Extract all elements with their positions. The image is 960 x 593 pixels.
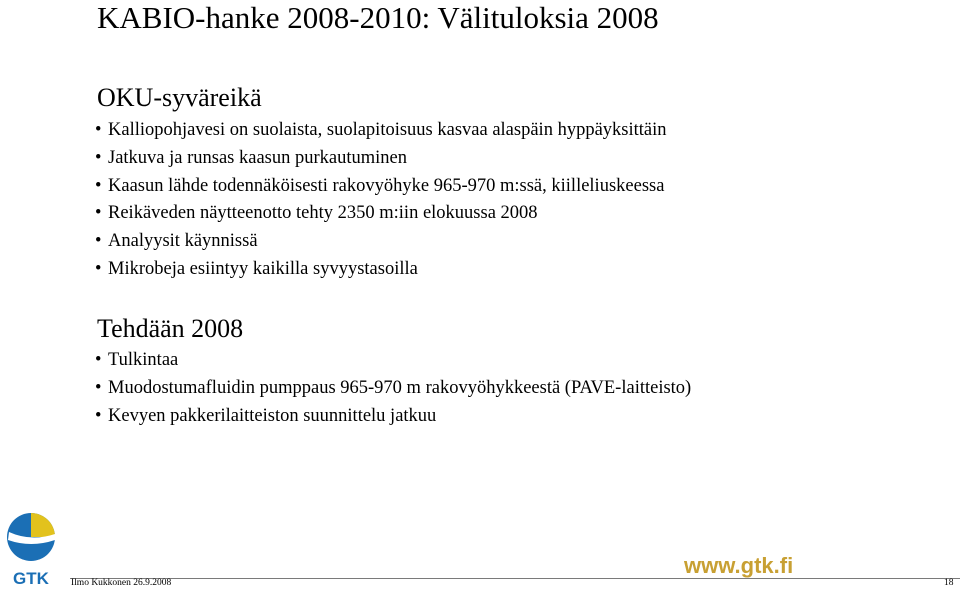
list-item [95,200,667,228]
slide-title: KABIO-hanke 2008-2010: Välituloksia 2008 [97,0,659,35]
gtk-logo-text: GTK [13,569,49,588]
list-item [95,403,691,431]
bullet-dot: • [95,231,102,252]
page-number: 18 [944,578,954,588]
website-url: www.gtk.fi [684,553,794,578]
gtk-globe-icon [3,512,59,588]
bullet-dot: • [95,203,102,224]
list-item [95,256,667,284]
list-item [95,145,667,173]
bullet-dot: • [95,120,102,140]
list-item [95,173,667,201]
bullet-dot: • [95,175,102,196]
list-item-text: Kevyen pakkerilaitteiston suunnittelu jatkuu [108,405,437,426]
bullet-dot: • [95,258,102,279]
bullet-dot: • [95,147,102,168]
list-item-text: Tulkintaa [108,350,179,370]
list-item-text: Kaasun lähde todennäköisesti rakovyöhyke 965-970 m:ssä, kiilleliuskeessa [108,175,665,196]
list-item-text: Mikrobeja esiintyy kaikilla syvyystasoilla [108,258,418,279]
list-item-text: Analyysit käynnissä [108,231,258,252]
list-item [95,375,691,403]
list-item [95,228,667,256]
footer-divider [70,578,960,579]
list-item [95,117,667,145]
bullet-list-oku [95,117,667,284]
bullet-list-tehdaan [95,347,691,430]
bullet-dot: • [95,405,102,426]
gtk-logo [3,512,59,588]
bullet-dot: • [95,350,102,370]
bullet-dot: • [95,377,102,398]
list-item-text: Muodostumafluidin pumppaus 965-970 m rakovyöhykkeestä (PAVE-laitteisto) [108,377,692,398]
list-item [95,347,691,375]
list-item-text: Kalliopohjavesi on suolaista, suolapitoisuus kasvaa alaspäin hyppäyksittäin [108,120,667,140]
list-item-text: Reikäveden näytteenotto tehty 2350 m:iin elokuussa 2008 [108,203,538,224]
footer-author-date: Ilmo Kukkonen 26.9.2008 [71,578,172,588]
section-heading-oku: OKU-syväreikä [97,83,262,112]
section-heading-tehdaan: Tehdään 2008 [97,314,244,343]
list-item-text: Jatkuva ja runsas kaasun purkautuminen [108,147,408,168]
